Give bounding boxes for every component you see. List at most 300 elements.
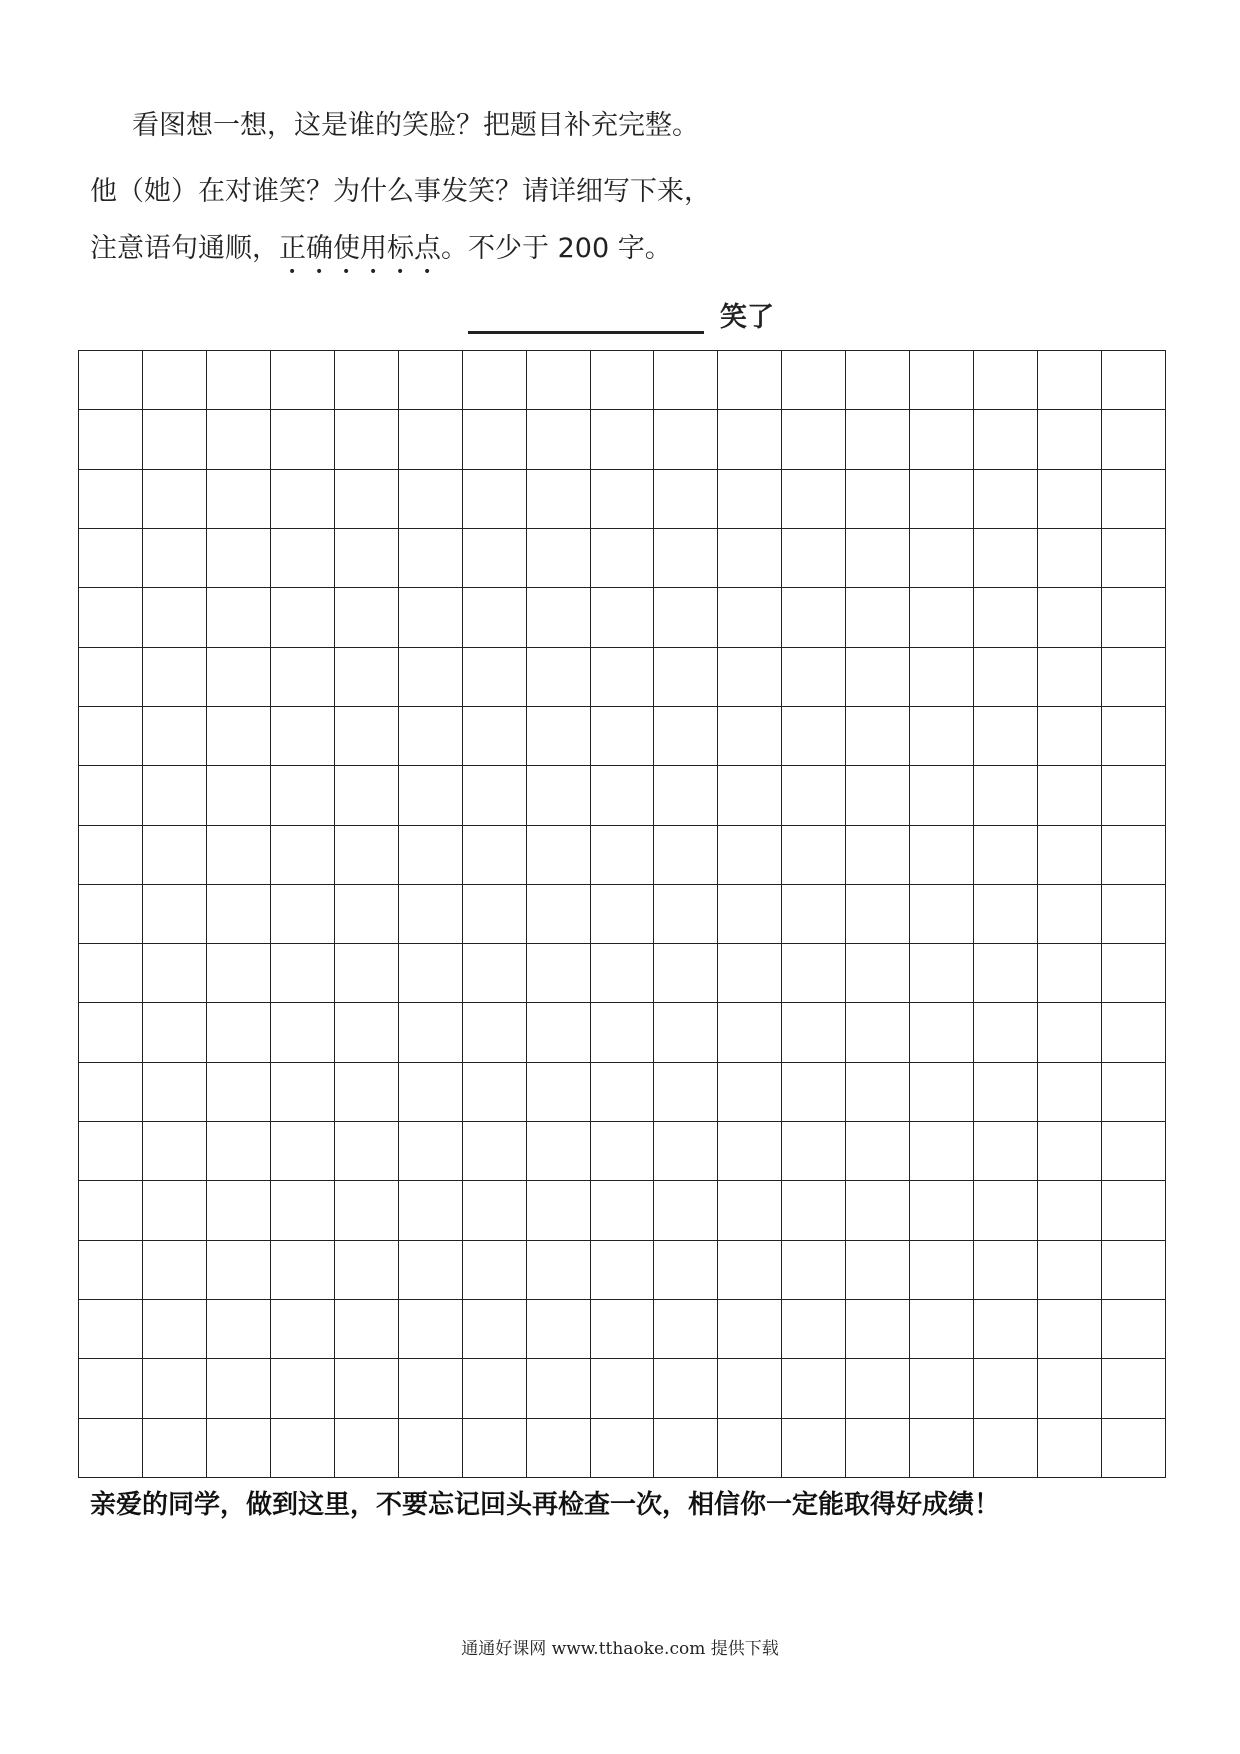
- grid-cell[interactable]: [335, 588, 399, 647]
- grid-cell[interactable]: [463, 707, 527, 766]
- grid-cell[interactable]: [782, 588, 846, 647]
- grid-cell[interactable]: [974, 410, 1038, 469]
- grid-cell[interactable]: [399, 410, 463, 469]
- grid-cell[interactable]: [591, 351, 655, 410]
- grid-cell[interactable]: [1102, 885, 1166, 944]
- grid-cell[interactable]: [527, 470, 591, 529]
- grid-cell[interactable]: [846, 766, 910, 825]
- grid-cell[interactable]: [974, 1003, 1038, 1062]
- grid-cell[interactable]: [527, 351, 591, 410]
- grid-cell[interactable]: [143, 885, 207, 944]
- grid-cell[interactable]: [782, 1181, 846, 1240]
- grid-cell[interactable]: [846, 826, 910, 885]
- grid-cell[interactable]: [1038, 351, 1102, 410]
- grid-cell[interactable]: [79, 648, 143, 707]
- grid-cell[interactable]: [271, 1359, 335, 1418]
- grid-cell[interactable]: [79, 470, 143, 529]
- grid-cell[interactable]: [910, 351, 974, 410]
- grid-cell[interactable]: [654, 1122, 718, 1181]
- grid-cell[interactable]: [1102, 944, 1166, 1003]
- grid-cell[interactable]: [974, 826, 1038, 885]
- grid-cell[interactable]: [335, 1181, 399, 1240]
- grid-cell[interactable]: [79, 707, 143, 766]
- grid-cell[interactable]: [207, 351, 271, 410]
- grid-cell[interactable]: [654, 944, 718, 1003]
- grid-cell[interactable]: [271, 1063, 335, 1122]
- grid-cell[interactable]: [79, 1122, 143, 1181]
- grid-cell[interactable]: [718, 944, 782, 1003]
- grid-cell[interactable]: [591, 944, 655, 1003]
- grid-cell[interactable]: [399, 529, 463, 588]
- grid-cell[interactable]: [782, 826, 846, 885]
- grid-cell[interactable]: [271, 1419, 335, 1478]
- grid-cell[interactable]: [79, 1300, 143, 1359]
- grid-cell[interactable]: [335, 1003, 399, 1062]
- grid-cell[interactable]: [271, 648, 335, 707]
- grid-cell[interactable]: [782, 885, 846, 944]
- grid-cell[interactable]: [974, 529, 1038, 588]
- grid-cell[interactable]: [271, 826, 335, 885]
- grid-cell[interactable]: [207, 588, 271, 647]
- grid-cell[interactable]: [399, 707, 463, 766]
- grid-cell[interactable]: [974, 707, 1038, 766]
- grid-cell[interactable]: [463, 1063, 527, 1122]
- grid-cell[interactable]: [910, 944, 974, 1003]
- grid-cell[interactable]: [782, 944, 846, 1003]
- grid-cell[interactable]: [463, 826, 527, 885]
- grid-cell[interactable]: [1102, 1063, 1166, 1122]
- grid-cell[interactable]: [335, 1300, 399, 1359]
- grid-cell[interactable]: [1102, 1300, 1166, 1359]
- grid-cell[interactable]: [718, 648, 782, 707]
- grid-cell[interactable]: [143, 588, 207, 647]
- grid-cell[interactable]: [463, 588, 527, 647]
- grid-cell[interactable]: [654, 648, 718, 707]
- grid-cell[interactable]: [463, 351, 527, 410]
- grid-cell[interactable]: [910, 529, 974, 588]
- grid-cell[interactable]: [591, 1063, 655, 1122]
- grid-cell[interactable]: [399, 648, 463, 707]
- grid-cell[interactable]: [1102, 470, 1166, 529]
- grid-cell[interactable]: [718, 885, 782, 944]
- grid-cell[interactable]: [654, 885, 718, 944]
- grid-cell[interactable]: [207, 648, 271, 707]
- grid-cell[interactable]: [143, 470, 207, 529]
- grid-cell[interactable]: [463, 410, 527, 469]
- grid-cell[interactable]: [527, 1063, 591, 1122]
- grid-cell[interactable]: [910, 707, 974, 766]
- grid-cell[interactable]: [654, 1181, 718, 1240]
- grid-cell[interactable]: [271, 1241, 335, 1300]
- grid-cell[interactable]: [1038, 529, 1102, 588]
- grid-cell[interactable]: [718, 529, 782, 588]
- grid-cell[interactable]: [527, 410, 591, 469]
- grid-cell[interactable]: [335, 826, 399, 885]
- grid-cell[interactable]: [654, 1063, 718, 1122]
- grid-cell[interactable]: [846, 707, 910, 766]
- grid-cell[interactable]: [1102, 648, 1166, 707]
- grid-cell[interactable]: [782, 766, 846, 825]
- grid-cell[interactable]: [718, 351, 782, 410]
- grid-cell[interactable]: [654, 351, 718, 410]
- grid-cell[interactable]: [718, 410, 782, 469]
- grid-cell[interactable]: [1102, 826, 1166, 885]
- grid-cell[interactable]: [271, 885, 335, 944]
- grid-cell[interactable]: [718, 1241, 782, 1300]
- grid-cell[interactable]: [846, 648, 910, 707]
- grid-cell[interactable]: [399, 588, 463, 647]
- grid-cell[interactable]: [1102, 588, 1166, 647]
- grid-cell[interactable]: [79, 1003, 143, 1062]
- grid-cell[interactable]: [207, 1063, 271, 1122]
- grid-cell[interactable]: [1038, 1300, 1102, 1359]
- grid-cell[interactable]: [1102, 410, 1166, 469]
- grid-cell[interactable]: [910, 410, 974, 469]
- grid-cell[interactable]: [271, 1300, 335, 1359]
- grid-cell[interactable]: [718, 707, 782, 766]
- grid-cell[interactable]: [1038, 410, 1102, 469]
- grid-cell[interactable]: [143, 1181, 207, 1240]
- grid-cell[interactable]: [79, 885, 143, 944]
- grid-cell[interactable]: [399, 470, 463, 529]
- grid-cell[interactable]: [974, 1419, 1038, 1478]
- grid-cell[interactable]: [846, 1003, 910, 1062]
- grid-cell[interactable]: [463, 1122, 527, 1181]
- grid-cell[interactable]: [527, 648, 591, 707]
- grid-cell[interactable]: [271, 1003, 335, 1062]
- grid-cell[interactable]: [399, 1122, 463, 1181]
- grid-cell[interactable]: [591, 1122, 655, 1181]
- grid-cell[interactable]: [846, 588, 910, 647]
- grid-cell[interactable]: [718, 1122, 782, 1181]
- grid-cell[interactable]: [1102, 1122, 1166, 1181]
- grid-cell[interactable]: [207, 826, 271, 885]
- grid-cell[interactable]: [591, 1300, 655, 1359]
- grid-cell[interactable]: [1102, 707, 1166, 766]
- grid-cell[interactable]: [463, 1359, 527, 1418]
- grid-cell[interactable]: [335, 470, 399, 529]
- title-blank[interactable]: [468, 303, 704, 334]
- grid-cell[interactable]: [910, 470, 974, 529]
- grid-cell[interactable]: [143, 1300, 207, 1359]
- grid-cell[interactable]: [718, 588, 782, 647]
- grid-cell[interactable]: [782, 351, 846, 410]
- grid-cell[interactable]: [718, 1003, 782, 1062]
- grid-cell[interactable]: [1038, 1241, 1102, 1300]
- grid-cell[interactable]: [79, 1419, 143, 1478]
- grid-cell[interactable]: [207, 1419, 271, 1478]
- grid-cell[interactable]: [399, 1359, 463, 1418]
- grid-cell[interactable]: [463, 1300, 527, 1359]
- grid-cell[interactable]: [207, 766, 271, 825]
- grid-cell[interactable]: [654, 529, 718, 588]
- grid-cell[interactable]: [527, 766, 591, 825]
- grid-cell[interactable]: [143, 529, 207, 588]
- grid-cell[interactable]: [463, 529, 527, 588]
- grid-cell[interactable]: [1038, 1063, 1102, 1122]
- grid-cell[interactable]: [143, 1419, 207, 1478]
- grid-cell[interactable]: [654, 588, 718, 647]
- grid-cell[interactable]: [974, 588, 1038, 647]
- grid-cell[interactable]: [335, 351, 399, 410]
- grid-cell[interactable]: [271, 766, 335, 825]
- grid-cell[interactable]: [910, 648, 974, 707]
- grid-cell[interactable]: [1038, 1359, 1102, 1418]
- grid-cell[interactable]: [846, 1063, 910, 1122]
- grid-cell[interactable]: [207, 1122, 271, 1181]
- grid-cell[interactable]: [335, 885, 399, 944]
- grid-cell[interactable]: [399, 1419, 463, 1478]
- grid-cell[interactable]: [335, 1419, 399, 1478]
- grid-cell[interactable]: [335, 707, 399, 766]
- grid-cell[interactable]: [910, 1419, 974, 1478]
- grid-cell[interactable]: [782, 470, 846, 529]
- grid-cell[interactable]: [910, 1181, 974, 1240]
- grid-cell[interactable]: [335, 1359, 399, 1418]
- grid-cell[interactable]: [1038, 1003, 1102, 1062]
- grid-cell[interactable]: [335, 1122, 399, 1181]
- grid-cell[interactable]: [910, 826, 974, 885]
- grid-cell[interactable]: [271, 944, 335, 1003]
- grid-cell[interactable]: [782, 707, 846, 766]
- grid-cell[interactable]: [782, 1300, 846, 1359]
- grid-cell[interactable]: [782, 1419, 846, 1478]
- grid-cell[interactable]: [271, 351, 335, 410]
- grid-cell[interactable]: [782, 1359, 846, 1418]
- grid-cell[interactable]: [782, 1063, 846, 1122]
- grid-cell[interactable]: [271, 529, 335, 588]
- grid-cell[interactable]: [1038, 588, 1102, 647]
- grid-cell[interactable]: [974, 1241, 1038, 1300]
- grid-cell[interactable]: [654, 1419, 718, 1478]
- grid-cell[interactable]: [974, 1181, 1038, 1240]
- grid-cell[interactable]: [143, 766, 207, 825]
- grid-cell[interactable]: [591, 1003, 655, 1062]
- grid-cell[interactable]: [1102, 1359, 1166, 1418]
- grid-cell[interactable]: [910, 1359, 974, 1418]
- grid-cell[interactable]: [207, 944, 271, 1003]
- grid-cell[interactable]: [463, 648, 527, 707]
- grid-cell[interactable]: [1038, 885, 1102, 944]
- grid-cell[interactable]: [846, 1419, 910, 1478]
- grid-cell[interactable]: [846, 1181, 910, 1240]
- grid-cell[interactable]: [271, 588, 335, 647]
- grid-cell[interactable]: [974, 648, 1038, 707]
- grid-cell[interactable]: [1038, 707, 1102, 766]
- grid-cell[interactable]: [718, 1181, 782, 1240]
- grid-cell[interactable]: [399, 1181, 463, 1240]
- grid-cell[interactable]: [1038, 1419, 1102, 1478]
- grid-cell[interactable]: [654, 707, 718, 766]
- grid-cell[interactable]: [79, 1241, 143, 1300]
- grid-cell[interactable]: [143, 410, 207, 469]
- grid-cell[interactable]: [399, 944, 463, 1003]
- grid-cell[interactable]: [591, 648, 655, 707]
- grid-cell[interactable]: [527, 944, 591, 1003]
- grid-cell[interactable]: [79, 351, 143, 410]
- grid-cell[interactable]: [591, 1181, 655, 1240]
- grid-cell[interactable]: [143, 351, 207, 410]
- grid-cell[interactable]: [79, 1181, 143, 1240]
- grid-cell[interactable]: [910, 1063, 974, 1122]
- grid-cell[interactable]: [591, 588, 655, 647]
- grid-cell[interactable]: [846, 1241, 910, 1300]
- grid-cell[interactable]: [718, 1419, 782, 1478]
- grid-cell[interactable]: [910, 1003, 974, 1062]
- grid-cell[interactable]: [399, 1063, 463, 1122]
- grid-cell[interactable]: [591, 1419, 655, 1478]
- grid-cell[interactable]: [974, 766, 1038, 825]
- grid-cell[interactable]: [910, 588, 974, 647]
- grid-cell[interactable]: [846, 410, 910, 469]
- grid-cell[interactable]: [527, 588, 591, 647]
- grid-cell[interactable]: [974, 1300, 1038, 1359]
- grid-cell[interactable]: [591, 529, 655, 588]
- grid-cell[interactable]: [1038, 470, 1102, 529]
- grid-cell[interactable]: [974, 1063, 1038, 1122]
- grid-cell[interactable]: [143, 1003, 207, 1062]
- grid-cell[interactable]: [527, 1359, 591, 1418]
- grid-cell[interactable]: [79, 529, 143, 588]
- grid-cell[interactable]: [527, 529, 591, 588]
- grid-cell[interactable]: [335, 1063, 399, 1122]
- grid-cell[interactable]: [591, 1359, 655, 1418]
- grid-cell[interactable]: [846, 1359, 910, 1418]
- grid-cell[interactable]: [910, 1300, 974, 1359]
- grid-cell[interactable]: [271, 1181, 335, 1240]
- grid-cell[interactable]: [846, 1300, 910, 1359]
- grid-cell[interactable]: [79, 766, 143, 825]
- grid-cell[interactable]: [1038, 1122, 1102, 1181]
- grid-cell[interactable]: [527, 707, 591, 766]
- grid-cell[interactable]: [79, 1063, 143, 1122]
- grid-cell[interactable]: [207, 1003, 271, 1062]
- grid-cell[interactable]: [143, 648, 207, 707]
- grid-cell[interactable]: [207, 529, 271, 588]
- grid-cell[interactable]: [143, 1063, 207, 1122]
- grid-cell[interactable]: [335, 944, 399, 1003]
- grid-cell[interactable]: [335, 410, 399, 469]
- grid-cell[interactable]: [591, 826, 655, 885]
- grid-cell[interactable]: [399, 1300, 463, 1359]
- grid-cell[interactable]: [718, 1063, 782, 1122]
- grid-cell[interactable]: [974, 885, 1038, 944]
- grid-cell[interactable]: [527, 1241, 591, 1300]
- grid-cell[interactable]: [271, 1122, 335, 1181]
- grid-cell[interactable]: [591, 766, 655, 825]
- grid-cell[interactable]: [399, 351, 463, 410]
- grid-cell[interactable]: [974, 470, 1038, 529]
- grid-cell[interactable]: [1102, 351, 1166, 410]
- grid-cell[interactable]: [143, 1241, 207, 1300]
- grid-cell[interactable]: [399, 826, 463, 885]
- grid-cell[interactable]: [1102, 1419, 1166, 1478]
- grid-cell[interactable]: [718, 826, 782, 885]
- grid-cell[interactable]: [143, 1122, 207, 1181]
- grid-cell[interactable]: [79, 1359, 143, 1418]
- grid-cell[interactable]: [910, 1122, 974, 1181]
- grid-cell[interactable]: [1102, 766, 1166, 825]
- grid-cell[interactable]: [654, 766, 718, 825]
- grid-cell[interactable]: [143, 944, 207, 1003]
- grid-cell[interactable]: [974, 351, 1038, 410]
- grid-cell[interactable]: [335, 1241, 399, 1300]
- grid-cell[interactable]: [974, 1122, 1038, 1181]
- grid-cell[interactable]: [654, 470, 718, 529]
- grid-cell[interactable]: [271, 707, 335, 766]
- grid-cell[interactable]: [718, 1300, 782, 1359]
- grid-cell[interactable]: [527, 885, 591, 944]
- grid-cell[interactable]: [910, 766, 974, 825]
- grid-cell[interactable]: [527, 1003, 591, 1062]
- grid-cell[interactable]: [335, 648, 399, 707]
- grid-cell[interactable]: [1038, 766, 1102, 825]
- grid-cell[interactable]: [654, 410, 718, 469]
- grid-cell[interactable]: [399, 1241, 463, 1300]
- grid-cell[interactable]: [335, 766, 399, 825]
- grid-cell[interactable]: [207, 1241, 271, 1300]
- grid-cell[interactable]: [846, 1122, 910, 1181]
- grid-cell[interactable]: [591, 707, 655, 766]
- grid-cell[interactable]: [1038, 1181, 1102, 1240]
- grid-cell[interactable]: [143, 826, 207, 885]
- grid-cell[interactable]: [399, 1003, 463, 1062]
- grid-cell[interactable]: [527, 1122, 591, 1181]
- grid-cell[interactable]: [718, 470, 782, 529]
- grid-cell[interactable]: [207, 1359, 271, 1418]
- grid-cell[interactable]: [463, 766, 527, 825]
- grid-cell[interactable]: [207, 1300, 271, 1359]
- grid-cell[interactable]: [399, 885, 463, 944]
- grid-cell[interactable]: [79, 410, 143, 469]
- grid-cell[interactable]: [463, 470, 527, 529]
- grid-cell[interactable]: [79, 944, 143, 1003]
- grid-cell[interactable]: [463, 885, 527, 944]
- grid-cell[interactable]: [463, 1419, 527, 1478]
- grid-cell[interactable]: [910, 1241, 974, 1300]
- grid-cell[interactable]: [846, 351, 910, 410]
- grid-cell[interactable]: [1038, 826, 1102, 885]
- grid-cell[interactable]: [591, 410, 655, 469]
- grid-cell[interactable]: [143, 707, 207, 766]
- grid-cell[interactable]: [463, 1181, 527, 1240]
- grid-cell[interactable]: [79, 826, 143, 885]
- grid-cell[interactable]: [207, 885, 271, 944]
- grid-cell[interactable]: [463, 1003, 527, 1062]
- grid-cell[interactable]: [1102, 529, 1166, 588]
- grid-cell[interactable]: [654, 1241, 718, 1300]
- grid-cell[interactable]: [271, 470, 335, 529]
- grid-cell[interactable]: [782, 648, 846, 707]
- grid-cell[interactable]: [1038, 648, 1102, 707]
- grid-cell[interactable]: [591, 1241, 655, 1300]
- grid-cell[interactable]: [974, 944, 1038, 1003]
- grid-cell[interactable]: [527, 826, 591, 885]
- grid-cell[interactable]: [782, 410, 846, 469]
- grid-cell[interactable]: [335, 529, 399, 588]
- grid-cell[interactable]: [1102, 1181, 1166, 1240]
- grid-cell[interactable]: [846, 470, 910, 529]
- grid-cell[interactable]: [399, 766, 463, 825]
- grid-cell[interactable]: [782, 1003, 846, 1062]
- grid-cell[interactable]: [718, 1359, 782, 1418]
- grid-cell[interactable]: [271, 410, 335, 469]
- grid-cell[interactable]: [79, 588, 143, 647]
- grid-cell[interactable]: [782, 529, 846, 588]
- grid-cell[interactable]: [782, 1241, 846, 1300]
- grid-cell[interactable]: [207, 707, 271, 766]
- grid-cell[interactable]: [782, 1122, 846, 1181]
